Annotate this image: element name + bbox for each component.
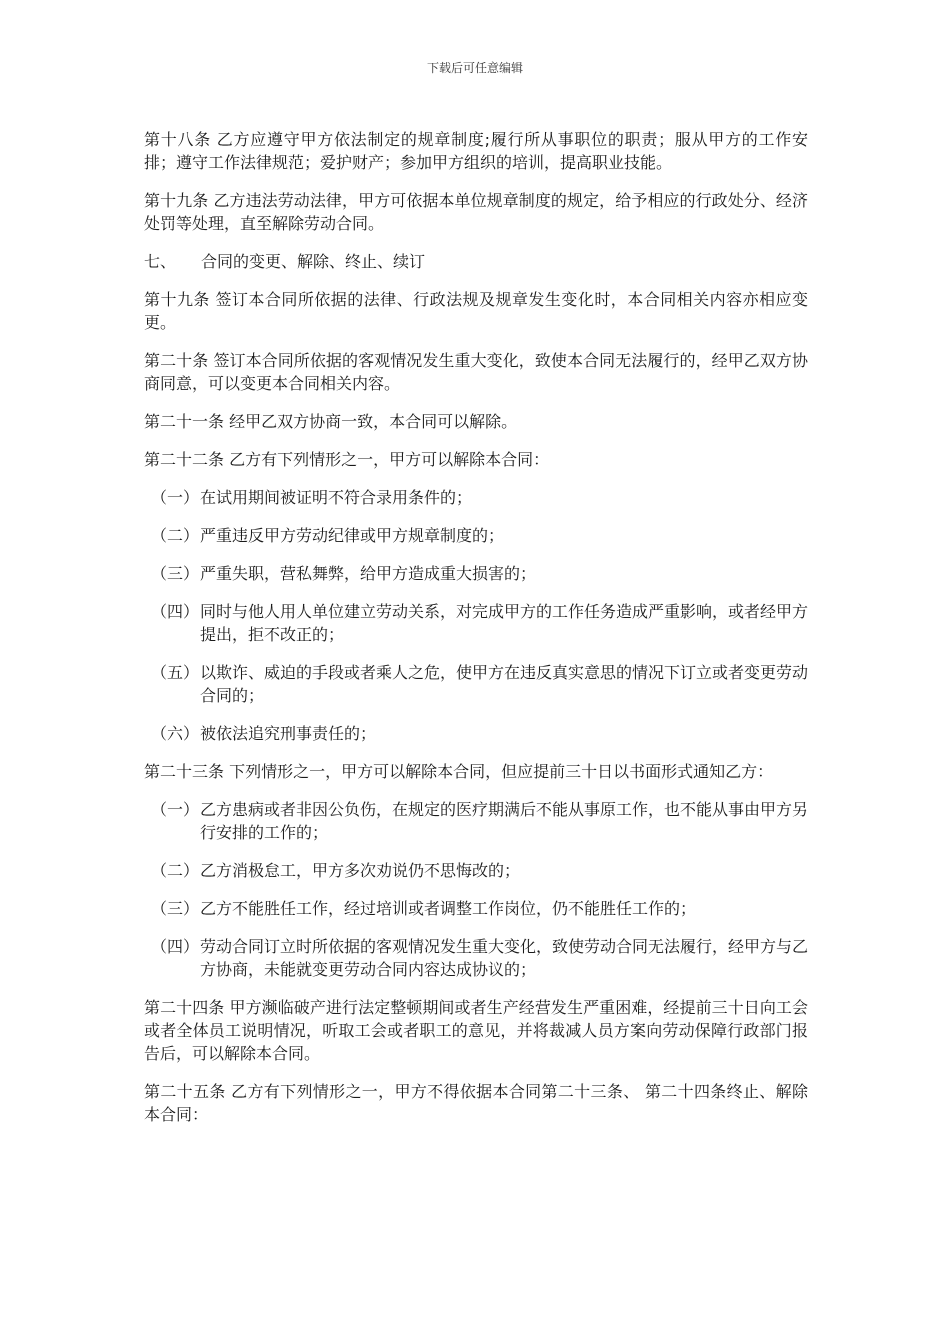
list-item-marker: （二）	[151, 526, 200, 545]
article-18: 第十八条 乙方应遵守甲方依法制定的规章制度;履行所从事职位的职责；服从甲方的工作安排；遵守工作法律规范；爱护财产；参加甲方组织的培训，提高职业技能。	[144, 130, 808, 172]
list-item-marker: （四）	[151, 602, 200, 621]
list-item	[144, 897, 808, 920]
list-item-marker: （三）	[151, 899, 200, 918]
list-item-text: 严重违反甲方劳动纪律或甲方规章制度的；	[200, 526, 505, 545]
list-item	[144, 524, 808, 547]
article-21: 第二十一条 经甲乙双方协商一致，本合同可以解除。	[144, 412, 518, 431]
article-19-violation: 第十九条 乙方违法劳动法律，甲方可依据本单位规章制度的规定，给予相应的行政处分、经济处罚等处理，直至解除劳动合同。	[144, 191, 808, 233]
list-item-marker: （一）	[151, 488, 200, 507]
document-body	[144, 128, 808, 1141]
list-item	[144, 859, 808, 882]
list-item	[144, 798, 808, 844]
list-item-marker: （六）	[151, 724, 200, 743]
list-item-text: 乙方消极怠工，甲方多次劝说仍不思悔改的；	[200, 861, 521, 880]
list-item	[144, 600, 808, 646]
list-item-marker: （二）	[151, 861, 200, 880]
list-item-text: 在试用期间被证明不符合录用条件的；	[200, 488, 473, 507]
list-item-text: 被依法追究刑事责任的；	[200, 724, 377, 743]
list-item-text: 乙方不能胜任工作，经过培训或者调整工作岗位，仍不能胜任工作的；	[200, 899, 697, 918]
list-item	[144, 935, 808, 981]
article-23: 第二十三条 下列情形之一，甲方可以解除本合同，但应提前三十日以书面形式通知乙方：	[144, 762, 774, 781]
list-item	[144, 562, 808, 585]
article-22: 第二十二条 乙方有下列情形之一，甲方可以解除本合同：	[144, 450, 550, 469]
list-item-text: 严重失职，营私舞弊，给甲方造成重大损害的；	[200, 564, 537, 583]
list-item-text: 同时与他人用人单位建立劳动关系，对完成甲方的工作任务造成严重影响，或者经甲方提出，拒不改正的；	[200, 602, 809, 644]
page-header-note: 下载后可任意编辑	[426, 61, 523, 75]
list-item-marker: （五）	[151, 663, 200, 682]
list-item-marker: （四）	[151, 937, 200, 956]
article-25: 第二十五条 乙方有下列情形之一，甲方不得依据本合同第二十三条、 第二十四条终止、解除本合同：	[144, 1082, 808, 1124]
article-20: 第二十条 签订本合同所依据的客观情况发生重大变化，致使本合同无法履行的，经甲乙双方协商同意，可以变更本合同相关内容。	[144, 351, 808, 393]
list-item	[144, 486, 808, 509]
list-item-text: 以欺诈、威迫的手段或者乘人之危，使甲方在违反真实意思的情况下订立或者变更劳动合同的；	[200, 663, 809, 705]
list-item-marker: （三）	[151, 564, 200, 583]
list-item-text: 劳动合同订立时所依据的客观情况发生重大变化，致使劳动合同无法履行，经甲方与乙方协商，未能就变更劳动合同内容达成协议的；	[200, 937, 809, 979]
list-item-marker: （一）	[151, 800, 200, 819]
list-item	[144, 661, 808, 707]
section-title: 合同的变更、解除、终止、续订	[201, 252, 426, 271]
article-19-change: 第十九条 签订本合同所依据的法律、行政法规及规章发生变化时，本合同相关内容亦相应变更。	[144, 290, 808, 332]
article-24: 第二十四条 甲方濒临破产进行法定整顿期间或者生产经营发生严重困难，经提前三十日向工会或者全体员工说明情况，听取工会或者职工的意见，并将裁减人员方案向劳动保障行政部门报告后，可以解除本合同。	[144, 998, 808, 1063]
list-item	[144, 722, 808, 745]
section-number: 七、	[144, 252, 177, 271]
section-heading-7	[144, 250, 808, 273]
list-item-text: 乙方患病或者非因公负伤，在规定的医疗期满后不能从事原工作，也不能从事由甲方另行安排的工作的；	[200, 800, 809, 842]
